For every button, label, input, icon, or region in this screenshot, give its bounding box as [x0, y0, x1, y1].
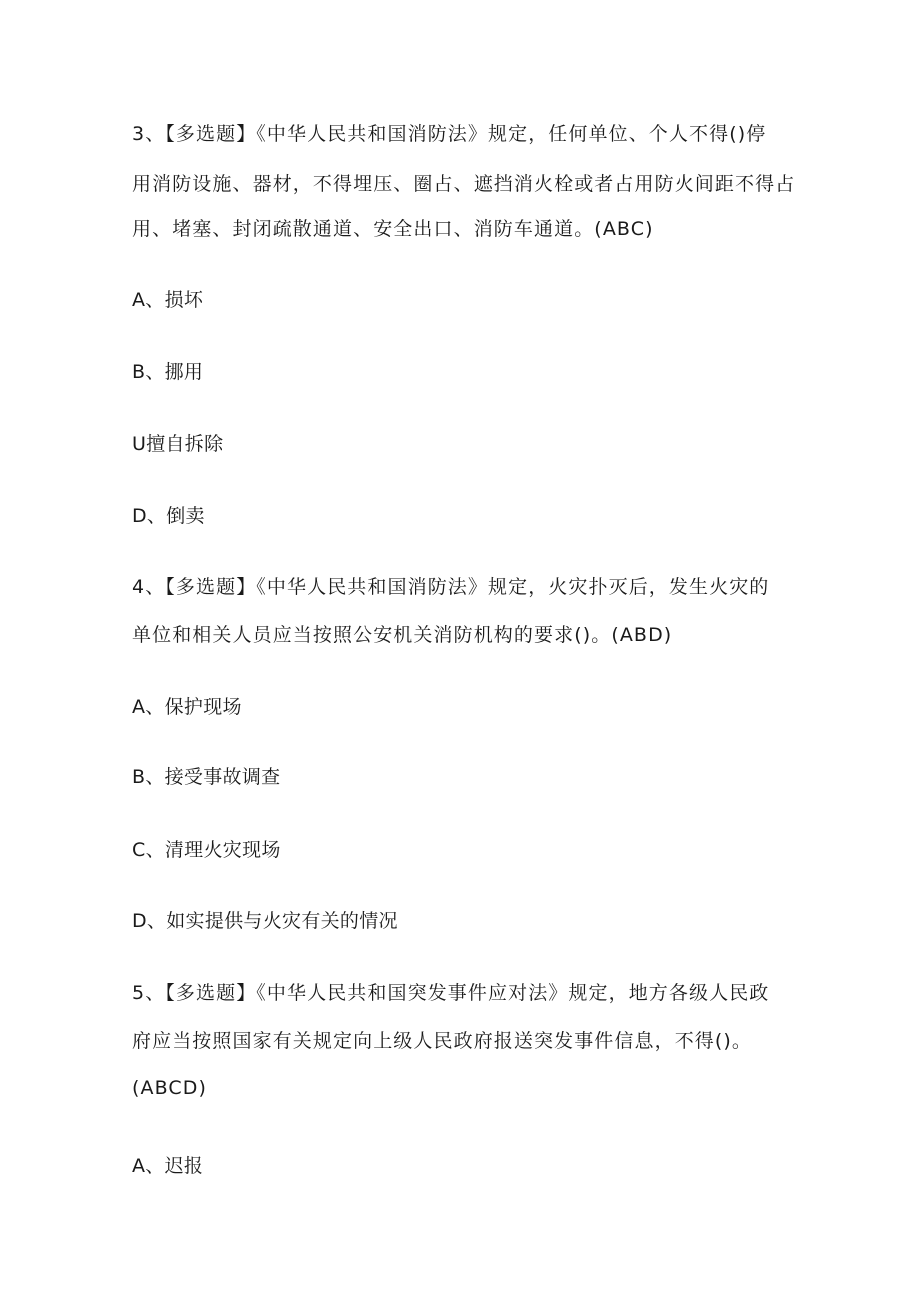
question-5-line-2: 府应当按照国家有关规定向上级人民政府报送突发事件信息，不得()。 — [132, 1030, 753, 1052]
question-3-option-d: D、倒卖 — [132, 505, 205, 527]
question-5-option-a: A、迟报 — [132, 1155, 204, 1177]
question-5-line-3: (ABCD) — [132, 1077, 208, 1099]
question-3-option-c: U擅自拆除 — [132, 433, 224, 455]
question-3-option-a: A、损坏 — [132, 289, 204, 311]
question-3-line-1: 3、【多选题】《中华人民共和国消防法》规定，任何单位、个人不得()停 — [132, 123, 767, 145]
question-4-option-d: D、如实提供与火灾有关的情况 — [132, 910, 398, 932]
question-4-line-1: 4、【多选题】《中华人民共和国消防法》规定，火灾扑灭后，发生火灾的 — [132, 576, 770, 598]
question-5-line-1: 5、【多选题】《中华人民共和国突发事件应对法》规定，地方各级人民政 — [132, 982, 770, 1004]
question-4-option-b: B、接受事故调查 — [132, 766, 281, 788]
question-3-line-2: 用消防设施、器材，不得埋压、圈占、遮挡消火栓或者占用防火间距不得占 — [132, 173, 796, 195]
question-4-option-c: C、清理火灾现场 — [132, 839, 281, 861]
question-3-line-3: 用、堵塞、封闭疏散通道、安全出口、消防车通道。(ABC) — [132, 218, 654, 240]
question-3-option-b: B、挪用 — [132, 361, 204, 383]
question-4-option-a: A、保护现场 — [132, 696, 242, 718]
question-4-line-2: 单位和相关人员应当按照公安机关消防机构的要求()。(ABD) — [132, 624, 673, 646]
